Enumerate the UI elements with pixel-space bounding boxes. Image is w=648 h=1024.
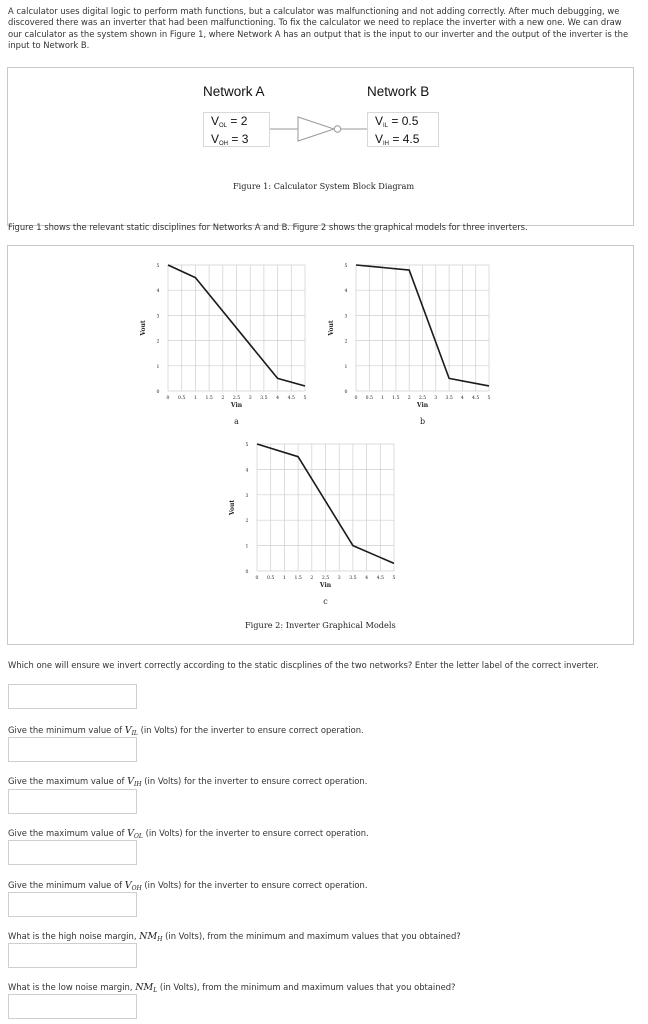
x-tick-label: 4	[276, 396, 280, 401]
x-tick-label: 0.5	[365, 396, 373, 401]
y-tick-label: 2	[344, 339, 348, 345]
answer-vih[interactable]	[8, 789, 137, 814]
y-tick-label: 4	[245, 468, 249, 474]
x-tick-label: 4.5	[287, 396, 295, 401]
y-tick-label: 0	[156, 390, 160, 395]
y-tick-label: 5	[156, 264, 160, 269]
x-tick-label: 2	[407, 396, 411, 401]
y-tick-label: 0	[245, 570, 249, 575]
x-tick-label: 3	[248, 396, 252, 401]
figure-1-caption: Figure 1: Calculator System Block Diagram	[233, 181, 415, 191]
x-tick-label: 5	[392, 576, 396, 581]
x-tick-label: 0	[166, 396, 170, 401]
figure-2-caption: Figure 2: Inverter Graphical Models	[245, 620, 396, 630]
intro-text: A calculator uses digital logic to perform math functions, but a calculator was malfunctioning and not adding correctly. After much debugging, we discovered there was an inverter that had been malfunctioning. To fix the calculator we need to replace the inverter with a new one. We can draw our calculator as the system shown in Figure 1, where Network A has an output that is the input to our inverter and the output of the inverter is the input to Network B.	[8, 6, 629, 50]
x-tick-label: 3.5	[445, 396, 453, 401]
y-tick-label: 3	[156, 314, 160, 320]
answer-voh[interactable]	[8, 892, 137, 917]
x-tick-label: 4	[365, 576, 369, 581]
x-tick-label: 3.5	[260, 396, 268, 401]
y-tick-label: 2	[156, 339, 160, 345]
x-tick-label: 4	[460, 396, 464, 401]
y-tick-label: 5	[344, 264, 348, 269]
panel-label-b: b	[419, 417, 426, 426]
x-tick-label: 4.5	[472, 396, 480, 401]
y-tick-label: 1	[156, 364, 160, 370]
x-tick-label: 4.5	[376, 576, 384, 581]
y-tick-label: 5	[245, 443, 249, 448]
x-axis-label: Vin	[230, 402, 243, 409]
x-tick-label: 1	[381, 396, 385, 401]
answer-vol[interactable]	[8, 840, 137, 865]
panel-label-c: c	[323, 597, 328, 606]
question-inverter-choice: Which one will ensure we invert correctly according to the static discplines of the two networks? Enter the letter label of the correct inverter.	[8, 660, 599, 670]
x-tick-label: 1.5	[294, 576, 302, 581]
x-tick-label: 2.5	[321, 576, 330, 581]
x-tick-label: 0.5	[178, 396, 186, 401]
network-a-box: $V_{OL} = 2$ $V_{OH} = 3$	[203, 112, 270, 147]
y-tick-label: 3	[245, 493, 249, 499]
y-tick-label: 1	[245, 544, 249, 550]
x-tick-label: 1.5	[205, 396, 213, 401]
y-tick-label: 0	[344, 390, 348, 395]
answer-vil[interactable]	[8, 737, 137, 762]
answer-inverter-choice[interactable]	[8, 684, 137, 709]
answer-nml[interactable]	[8, 994, 137, 1019]
y-tick-label: 2	[245, 519, 249, 525]
x-tick-label: 0	[354, 396, 358, 401]
x-tick-label: 2.5	[418, 396, 427, 401]
x-tick-label: 2	[221, 396, 225, 401]
network-b-title: Network B	[367, 84, 430, 99]
figure-intro-text: Figure 1 shows the relevant static disciplines for Networks A and B. Figure 2 shows the graphical models for three inverters.	[8, 222, 528, 232]
question-vol: Give the maximum value of $V_{OL}$ (in Volts) for the inverter to ensure correct operation.	[8, 828, 369, 840]
x-tick-label: 5	[303, 396, 307, 401]
question-vih: Give the maximum value of $V_{IH}$ (in Volts) for the inverter to ensure correct operation.	[8, 776, 368, 788]
y-axis-label: Vout	[140, 320, 147, 336]
answer-nmh[interactable]	[8, 943, 137, 968]
x-tick-label: 3.5	[349, 576, 357, 581]
x-tick-label: 3	[337, 576, 341, 581]
y-axis-label: Vout	[328, 320, 335, 336]
x-tick-label: 5	[487, 396, 491, 401]
x-tick-label: 1.5	[392, 396, 400, 401]
x-tick-label: 1	[282, 576, 286, 581]
x-tick-label: 0	[255, 576, 259, 581]
x-axis-label: Vin	[319, 582, 332, 589]
network-b-box: $V_{IL} = 0.5$ $V_{IH} = 4.5$	[367, 112, 439, 147]
y-tick-label: 4	[156, 289, 160, 295]
x-tick-label: 2.5	[232, 396, 241, 401]
panel-label-a: a	[234, 417, 239, 426]
y-tick-label: 4	[344, 289, 348, 295]
y-axis-label: Vout	[229, 499, 236, 516]
question-vil: Give the minimum value of $V_{IL}$ (in Volts) for the inverter to ensure correct operation.	[8, 725, 364, 737]
x-tick-label: 3	[434, 396, 438, 401]
x-tick-label: 2	[310, 576, 314, 581]
x-axis-label: Vin	[416, 402, 429, 409]
question-voh: Give the minimum value of $V_{OH}$ (in Volts) for the inverter to ensure correct operation.	[8, 880, 368, 892]
question-nml: What is the low noise margin, $NM_L$ (in Volts), from the minimum and maximum values that you obtained?	[8, 982, 456, 994]
y-tick-label: 1	[344, 364, 348, 370]
y-tick-label: 3	[344, 314, 348, 320]
x-tick-label: 1	[193, 396, 197, 401]
question-nmh: What is the high noise margin, $NM_H$ (in Volts), from the minimum and maximum values that you obtained?	[8, 931, 461, 943]
network-a-title: Network A	[203, 84, 265, 99]
x-tick-label: 0.5	[267, 576, 275, 581]
